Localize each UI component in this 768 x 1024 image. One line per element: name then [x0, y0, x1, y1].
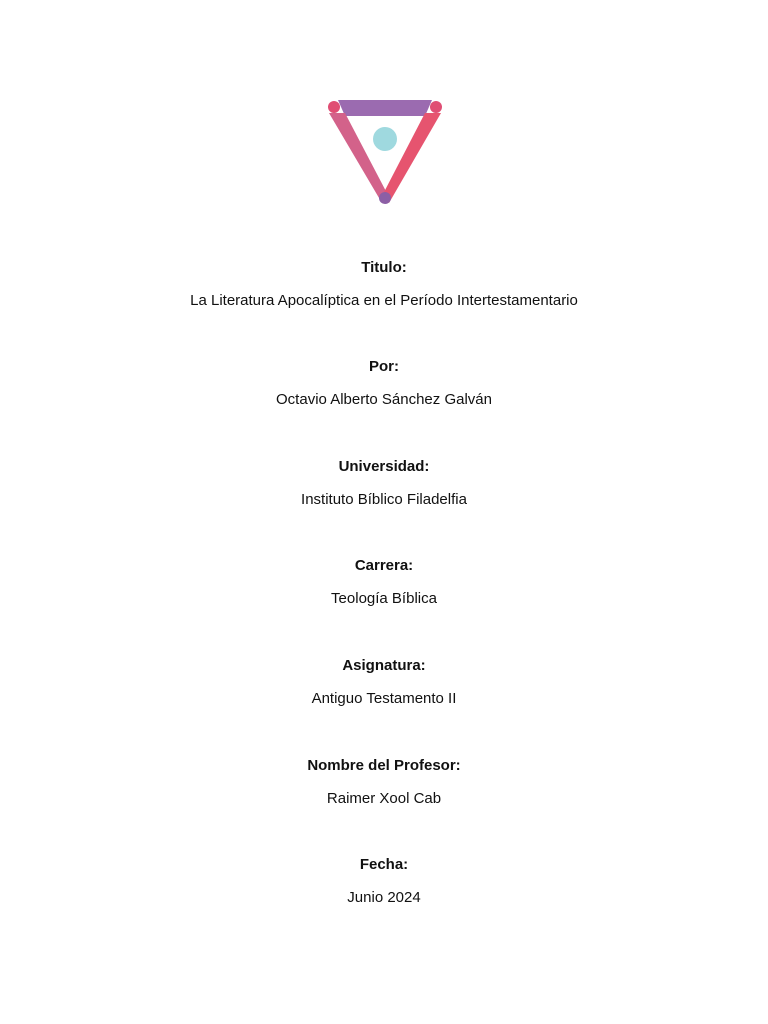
logo-center-dot — [373, 127, 397, 151]
logo-graphic — [326, 96, 444, 206]
logo-right-corner-dot — [430, 101, 442, 113]
author-label: Por: — [369, 358, 399, 375]
university-value: Instituto Bíblico Filadelfia — [301, 491, 467, 508]
subject-value: Antiguo Testamento II — [311, 690, 457, 707]
title-value: La Literatura Apocalíptica en el Período Intertestamentario — [190, 292, 578, 309]
date-label: Fecha: — [359, 856, 409, 873]
logo-left-corner-dot — [328, 101, 340, 113]
career-value: Teología Bíblica — [331, 590, 437, 607]
logo-bottom-dot — [379, 192, 391, 204]
logo-top-bar — [338, 100, 432, 116]
career-label: Carrera: — [354, 557, 414, 574]
logo-left-arm — [329, 113, 389, 203]
professor-value: Raimer Xool Cab — [326, 790, 442, 807]
university-label: Universidad: — [338, 458, 430, 475]
date-value: Junio 2024 — [347, 889, 421, 906]
logo-right-arm — [382, 113, 441, 203]
institution-logo-icon — [326, 96, 444, 206]
subject-label: Asignatura: — [342, 657, 426, 674]
professor-label: Nombre del Profesor: — [307, 757, 461, 774]
author-value: Octavio Alberto Sánchez Galván — [276, 391, 492, 408]
title-label: Titulo: — [361, 259, 407, 276]
